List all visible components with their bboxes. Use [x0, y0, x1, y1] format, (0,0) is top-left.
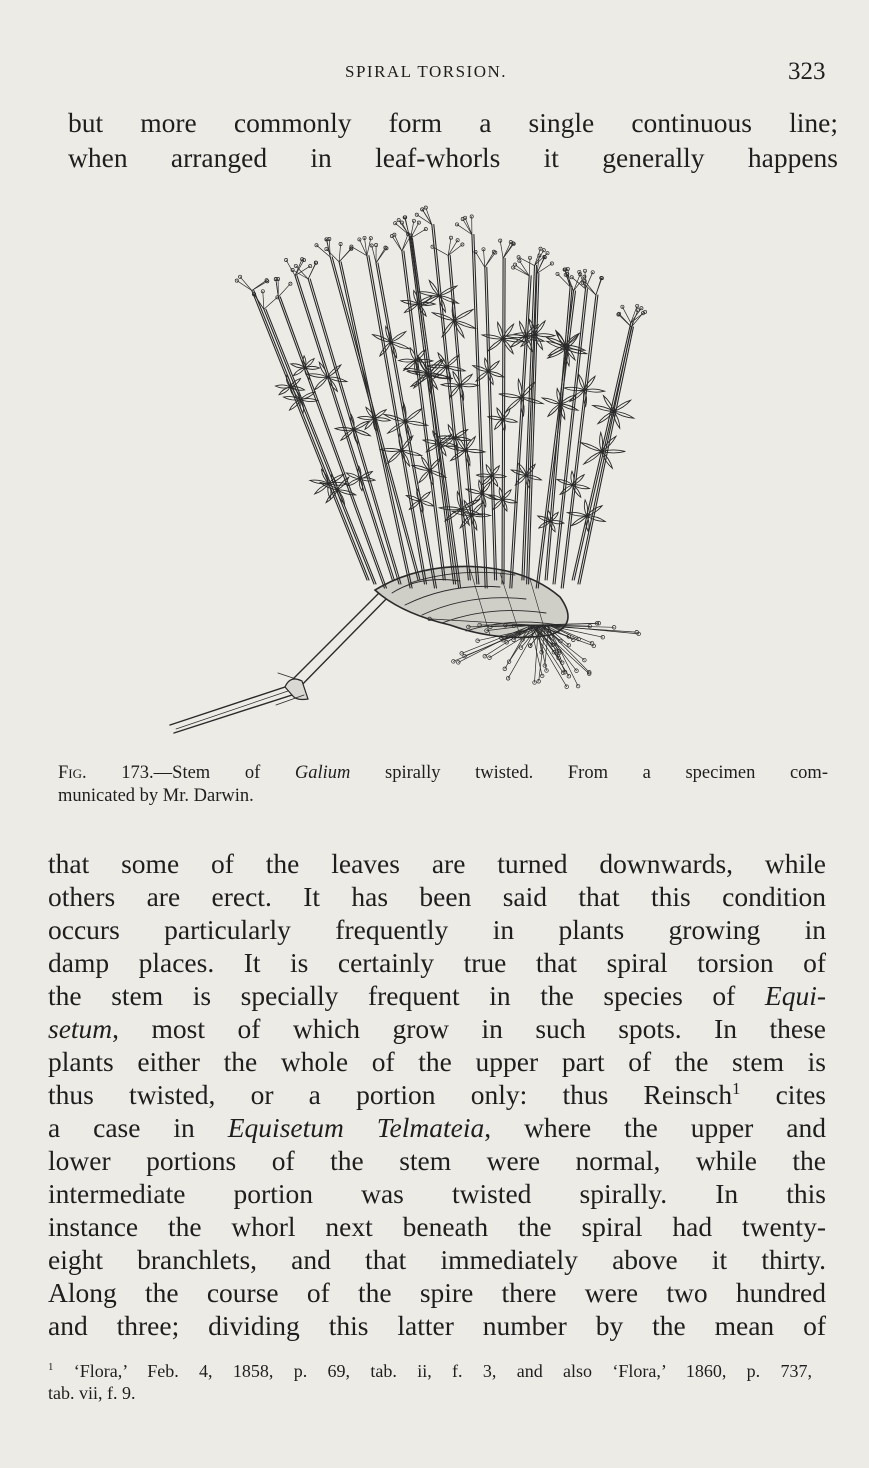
text-line: eight branchlets, and that immediately above it thirty. — [48, 1244, 826, 1275]
text-line: the stem is specially frequent in the species of Equi- — [48, 980, 826, 1011]
text-line: lower portions of the stem were normal, while the — [48, 1145, 826, 1176]
figure-caption-line2: municated by Mr. Darwin. — [58, 786, 254, 806]
galium-illustration — [160, 195, 720, 745]
text-line: damp places. It is certainly true that spiral torsion of — [48, 947, 826, 978]
text-line: and three; dividing this latter number by the mean of — [48, 1310, 826, 1341]
text-line: but more commonly form a single continuous line; — [68, 107, 838, 138]
text-line: thus twisted, or a portion only: thus Reinsch$^1$ cites — [48, 1078, 826, 1110]
text-line: intermediate portion was twisted spirally. In this — [48, 1178, 826, 1209]
text-line: others are erect. It has been said that this condition — [48, 881, 826, 912]
text-line: plants either the whole of the upper part of the stem is — [48, 1046, 826, 1077]
text-line: when arranged in leaf-whorls it generally happens — [68, 142, 838, 173]
text-line: Along the course of the spire there were two hundred — [48, 1277, 826, 1308]
caption-label: Fig. 173. — [58, 763, 154, 783]
figure-caption: Fig. 173.—Stem of Galium spirally twisted. From a specimen com- — [58, 763, 828, 783]
text-line: a case in Equisetum Telmateia, where the upper and — [48, 1112, 826, 1143]
page-number: 323 — [788, 58, 826, 85]
text-line: occurs particularly frequently in plants growing in — [48, 914, 826, 945]
footnote: $^1$ ‘Flora,’ Feb. 4, 1858, p. 69, tab. ii, f. 3, and also ‘Flora,’ 1860, p. 737, — [48, 1361, 812, 1381]
text-line: that some of the leaves are turned downwards, while — [48, 848, 826, 879]
text-line: instance the whorl next beneath the spiral had twenty- — [48, 1211, 826, 1242]
footnote-marker: 1 — [732, 1078, 741, 1098]
running-head: SPIRAL TORSION. — [345, 62, 507, 81]
footnote-line2: tab. vii, f. 9. — [48, 1383, 136, 1403]
text-line: setum, most of which grow in such spots. In these — [48, 1013, 826, 1044]
plant-drawing — [160, 195, 720, 745]
